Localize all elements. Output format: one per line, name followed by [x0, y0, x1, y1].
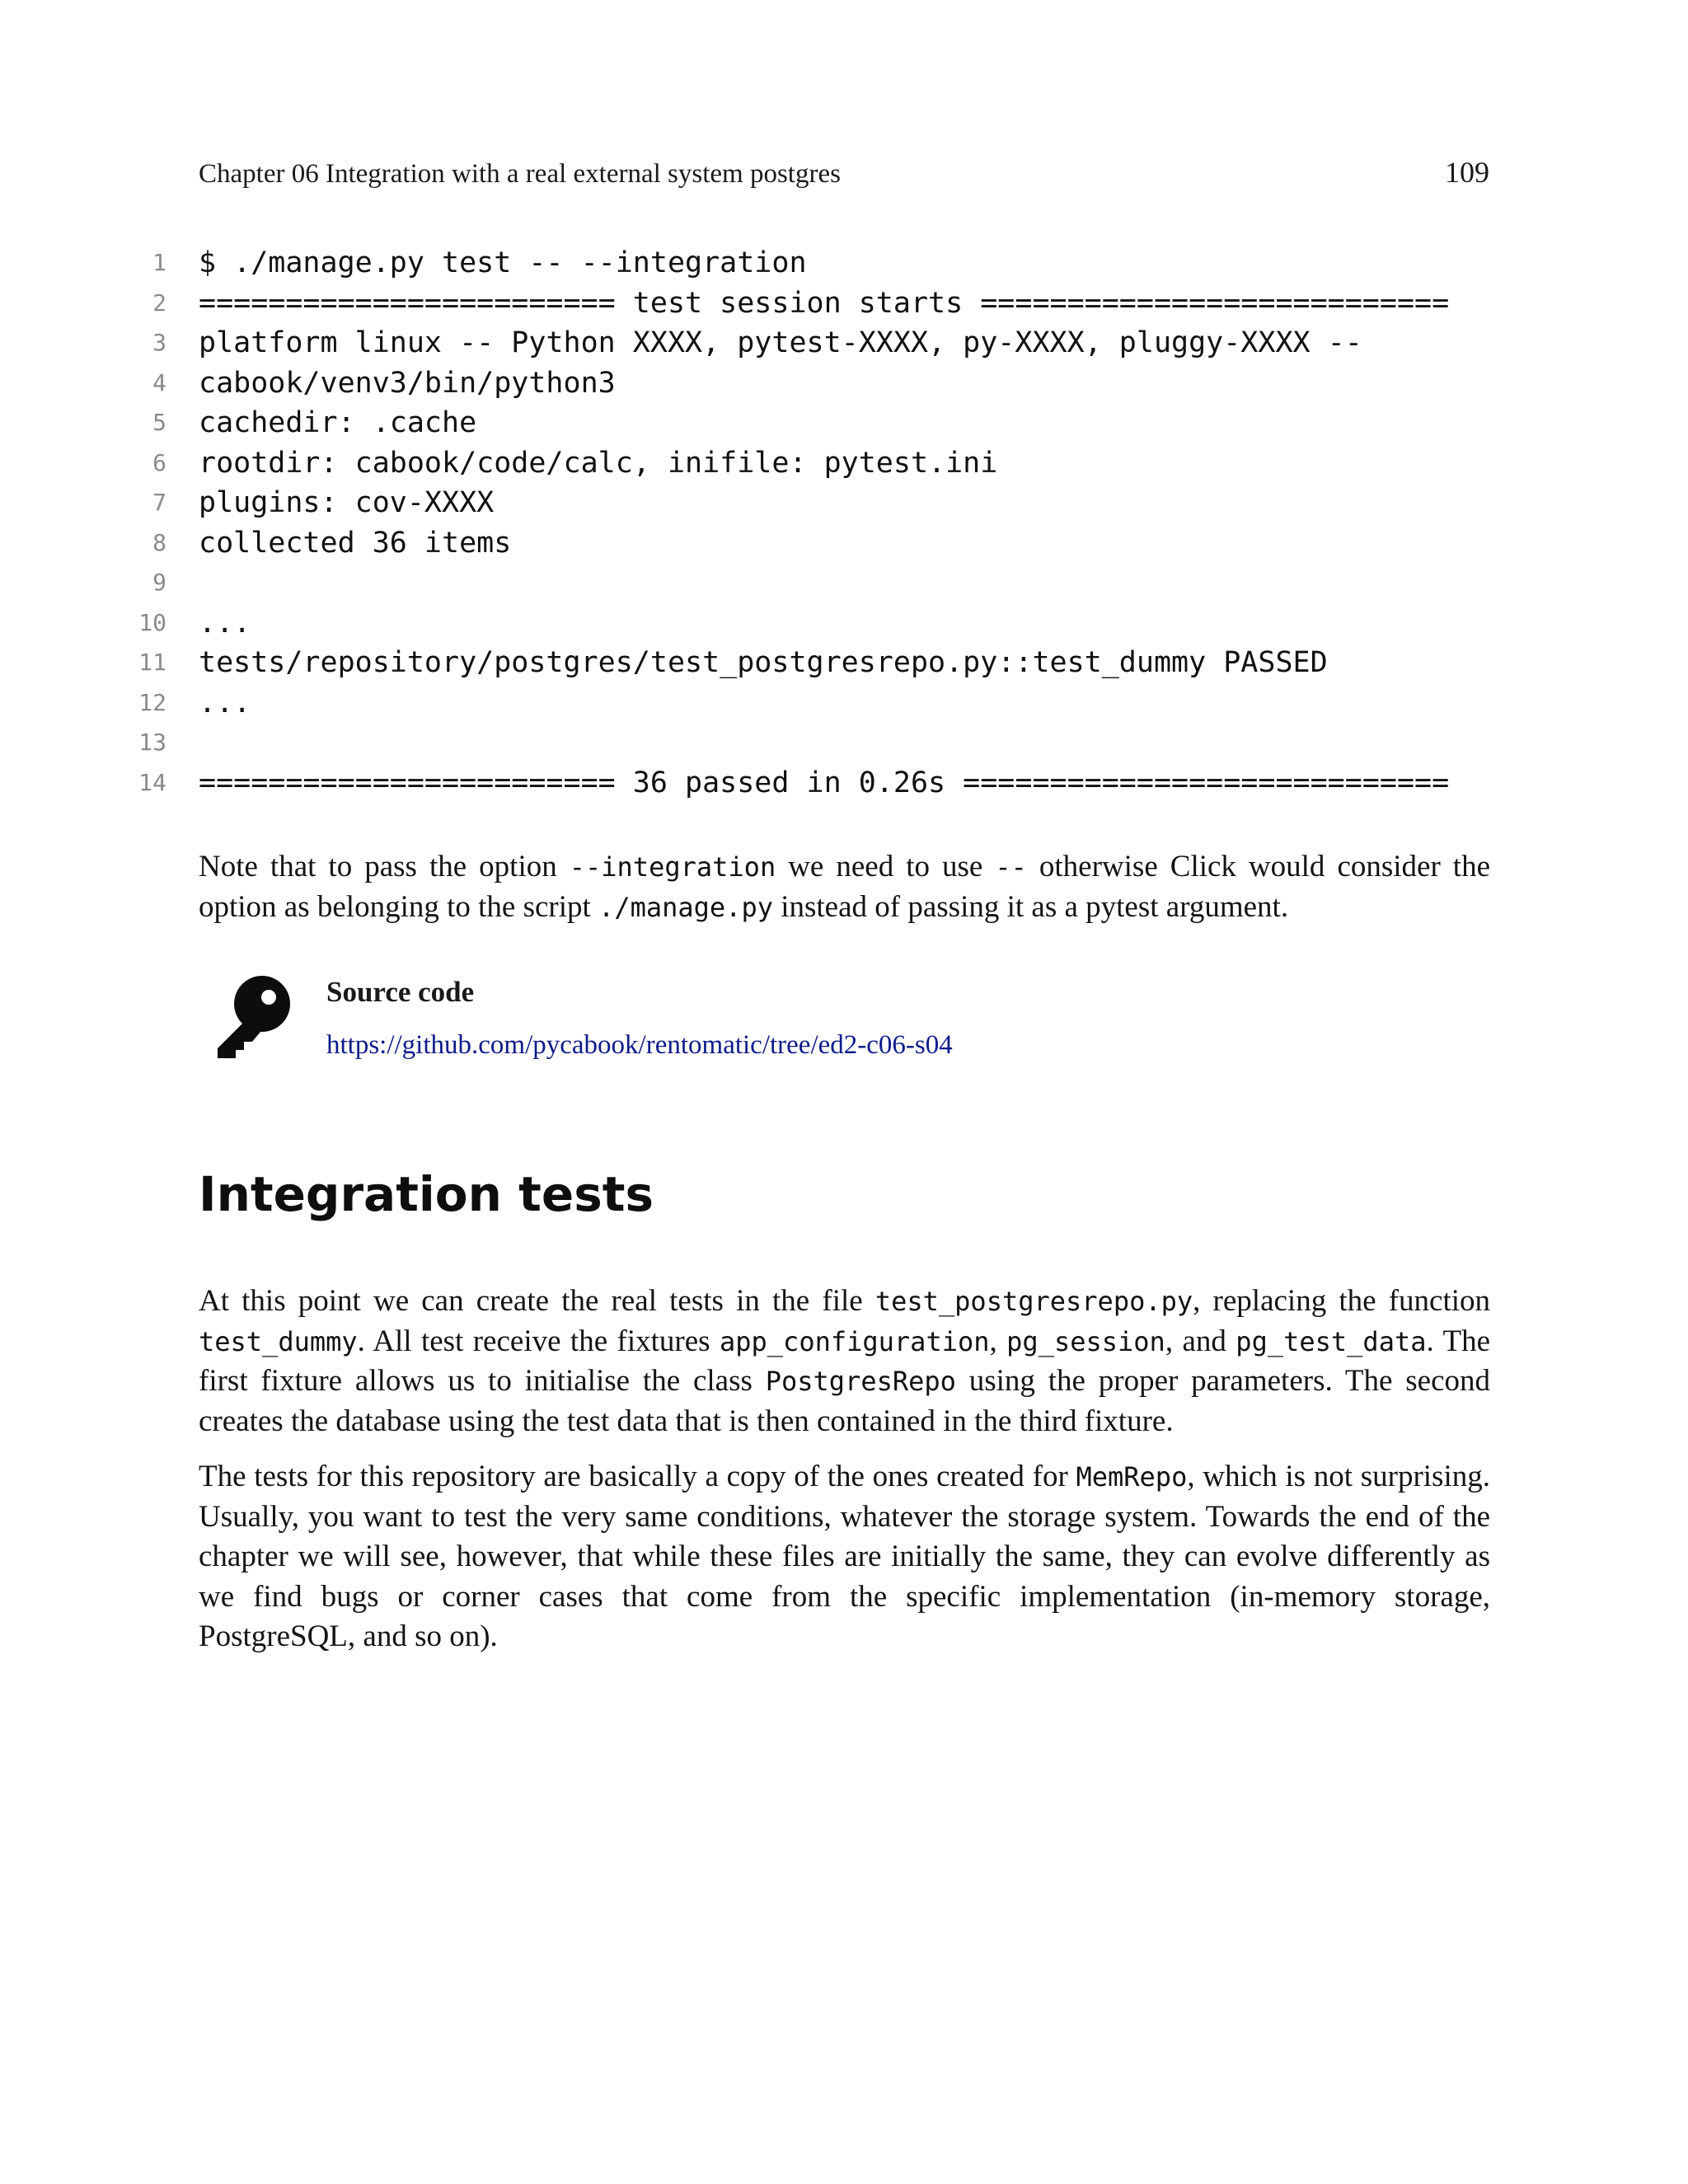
text-run: ,: [989, 1324, 1007, 1358]
note-paragraph: [199, 847, 1490, 927]
code-text: collected 36 items: [199, 526, 512, 560]
code-text: cachedir: .cache: [199, 406, 477, 439]
body-paragraph: [199, 1282, 1490, 1441]
inline-code: pg_test_data: [1236, 1325, 1427, 1357]
code-line: [124, 483, 1591, 523]
text-run: , replacing the function: [1193, 1284, 1490, 1318]
text-run: . All test receive the fixtures: [357, 1324, 720, 1358]
code-text: plugins: cov-XXXX: [199, 486, 495, 519]
body-paragraph: [199, 1457, 1490, 1657]
line-number: 5: [152, 409, 166, 436]
line-number: 8: [152, 528, 166, 556]
line-number: 3: [152, 329, 166, 356]
page-number: 109: [1445, 156, 1489, 189]
code-text: ...: [199, 606, 251, 640]
inline-code: --: [995, 851, 1027, 883]
text-run: instead of passing it as a pytest argument.: [772, 889, 1289, 924]
line-number: 14: [138, 768, 166, 796]
text-run: using the proper parameters. The second creates the database using the test data that is then contained in the third fixture.: [199, 1364, 1490, 1438]
text-run: Note that to pass the option: [199, 850, 570, 883]
code-text: cabook/venv3/bin/python3: [199, 366, 616, 400]
code-text: ======================== 36 passed in 0.26s ============================: [199, 766, 1450, 799]
running-header: [199, 155, 1489, 190]
line-number: 7: [152, 489, 166, 516]
line-number: 9: [152, 569, 166, 596]
code-line: [124, 723, 1591, 763]
code-text: ...: [199, 686, 251, 719]
code-line: [124, 284, 1591, 324]
line-number: 4: [152, 368, 166, 396]
text-run: we need to use: [776, 850, 996, 883]
callout-title: Source code: [326, 976, 475, 1008]
text-run: The tests for this repository are basically a copy of the ones created for: [199, 1460, 1076, 1493]
code-line: [124, 523, 1591, 564]
inline-code: --integration: [569, 851, 776, 883]
code-line: [124, 443, 1591, 484]
code-listing: [124, 243, 1591, 803]
code-line: [124, 643, 1591, 683]
code-line: [124, 603, 1591, 644]
inline-code: pg_session: [1006, 1325, 1165, 1357]
inline-code: ./manage.py: [598, 891, 773, 923]
code-text: platform linux -- Python XXXX, pytest-XXXX, py-XXXX, pluggy-XXXX --: [199, 326, 1362, 359]
code-text: $ ./manage.py test -- --integration: [199, 246, 807, 279]
code-line: [124, 363, 1591, 404]
code-text: tests/repository/postgres/test_postgresrepo.py::test_dummy PASSED: [199, 646, 1328, 679]
text-run: , which is not surprising. Usually, you want to test the very same conditions, whatever the storage system. Towards the end of the chapter we will see, however, that while these files are initially the same, they can evolve differently as we find bugs or corner cases that come from the specific implementation (in-memory storage, PostgreSQL, and so on).: [199, 1460, 1490, 1653]
line-number: 1: [152, 249, 166, 276]
code-text: rootdir: cabook/code/calc, inifile: pytest.ini: [199, 446, 998, 480]
code-line: [124, 403, 1591, 443]
section-heading: Integration tests: [199, 1166, 654, 1222]
text-run: , and: [1165, 1324, 1236, 1358]
line-number: 6: [152, 448, 166, 476]
code-line: [124, 563, 1591, 603]
inline-code: PostgresRepo: [765, 1366, 956, 1397]
inline-code: app_configuration: [719, 1325, 990, 1357]
line-number: 13: [138, 729, 166, 756]
line-number: 12: [138, 688, 166, 716]
code-line: [124, 243, 1591, 284]
text-run: At this point we can create the real tests in the file: [199, 1284, 875, 1318]
text-run: . The first fixture allows us to initialise the class: [199, 1324, 1490, 1398]
code-line: [124, 323, 1591, 363]
line-number: 11: [138, 649, 166, 676]
inline-code: test_postgresrepo.py: [874, 1286, 1193, 1317]
line-number: 2: [152, 288, 166, 316]
source-code-callout: [208, 964, 1444, 1080]
code-text: ======================== test session starts ===========================: [199, 286, 1450, 320]
inline-code: test_dummy: [199, 1325, 358, 1357]
code-line: [124, 683, 1591, 724]
key-icon: [208, 971, 298, 1062]
code-line: [124, 763, 1591, 804]
line-number: 10: [138, 608, 166, 636]
inline-code: MemRepo: [1076, 1461, 1188, 1493]
chapter-title: Chapter 06 Integration with a real external system postgres: [199, 159, 841, 189]
text-run: otherwise Click would consider the option as belonging to the script: [199, 850, 1491, 924]
source-code-link[interactable]: https://github.com/pycabook/rentomatic/tree/ed2-c06-s04: [326, 1030, 953, 1060]
